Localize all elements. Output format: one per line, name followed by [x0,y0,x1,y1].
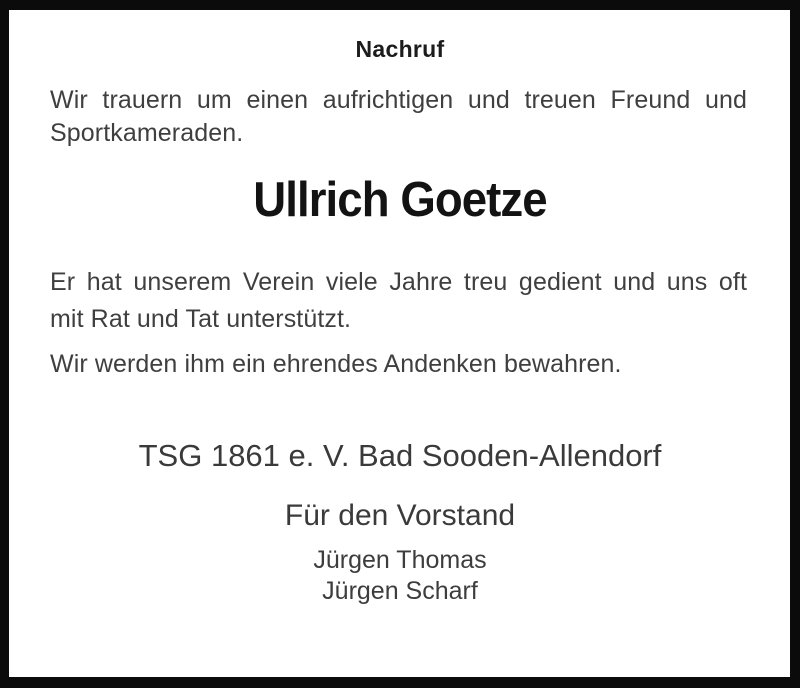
signatory-2: Jürgen Scharf [322,577,478,605]
signatories [0,545,800,607]
deceased-name: Ullrich Goetze [253,173,547,227]
intro-paragraph [50,84,747,150]
signature-heading: Für den Vorstand [284,499,516,532]
intro-line-2: Sportkameraden. [50,119,244,147]
tribute-line-2: mit Rat und Tat unterstützt. [50,305,352,333]
intro-line-1: Wir trauern um einen aufrichtigen und treuen Freund und [50,86,747,114]
tribute-line-1: Er hat unserem Verein viele Jahre treu gedient und uns oft [50,268,747,296]
signatory-1: Jürgen Thomas [313,546,487,574]
tribute-paragraph [50,264,747,338]
organization-name: TSG 1861 e. V. Bad Sooden-Allendorf [138,438,662,473]
notice-title: Nachruf [355,36,445,62]
remembrance-line: Wir werden ihm ein ehrendes Andenken bewahren. [50,350,622,378]
